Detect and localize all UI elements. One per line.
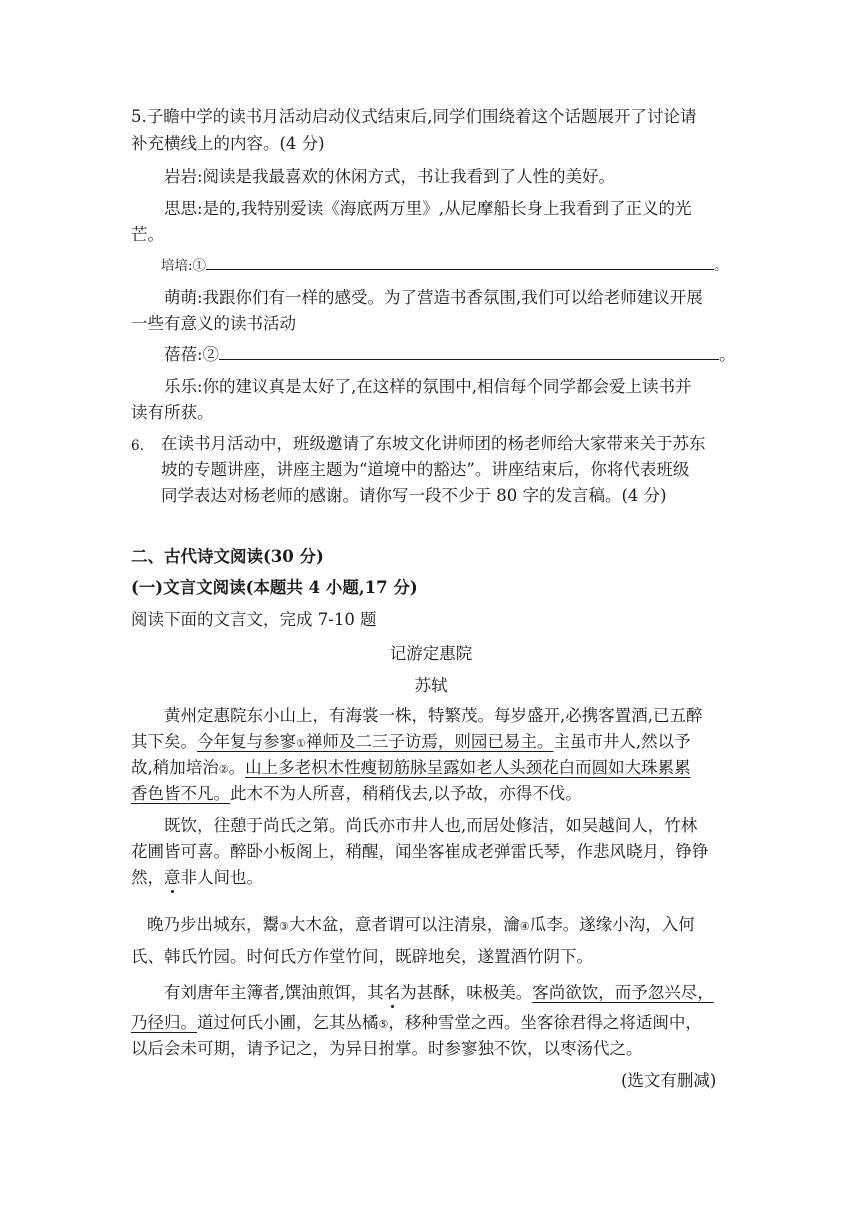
q5-peipei-row xyxy=(161,255,728,277)
q5-lele-line-1: 乐乐:你的建议真是太好了,在这样的氛围中,相信每个同学都会爱上读书并 xyxy=(164,377,692,396)
reading-instruction: 阅读下面的文言文，完成 7-10 题 xyxy=(131,610,377,629)
p1-line-2-text-b: 主虽市井人,然以予 xyxy=(553,732,691,751)
emphasis-dot-char-ming: 名 xyxy=(383,983,401,1002)
q6-line-3: 同学表达对杨老师的感谢。请你写一段不少于 80 字的发言稿。(4 分) xyxy=(161,486,667,505)
p4-line-2 xyxy=(131,1012,702,1036)
p4-text-a: 有刘唐年主簿者,馔油煎饵，其 xyxy=(164,983,384,1002)
q5-yanyan: 岩岩:阅读是我最喜欢的休闲方式，书让我看到了人性的美好。 xyxy=(164,167,616,186)
q5-sisi-line-1: 思思:是的,我特别爱读《海底两万里》,从尼摩船长身上我看到了正义的光 xyxy=(164,199,692,218)
p1-underlined-sentence-1 xyxy=(197,732,553,751)
p1-ul-part-b: 禅师及二三子访焉，则园已易主。 xyxy=(305,732,554,751)
q5-beibei-label: 蓓蓓:② xyxy=(164,345,220,364)
passage-title: 记游定惠院 xyxy=(389,644,473,663)
p4-line-3: 以后会未可期，请予记之，为异日拊掌。时参寥独不饮，以枣汤代之。 xyxy=(131,1039,643,1058)
q5-beibei-answer-blank[interactable] xyxy=(219,345,719,360)
p1-line-2-text-a: 其下矣。 xyxy=(131,732,197,751)
p3-text-a: 晚乃步出城东，鬻 xyxy=(147,915,279,934)
q5-stem-line-1: 5.子瞻中学的读书月活动启动仪式结束后,同学们围绕着这个话题展开了讨论请 xyxy=(131,107,697,126)
p4-line-2-text-a: 道过何氏小圃，乞其丛橘 xyxy=(197,1013,379,1032)
p1-ul-part-a: 今年复与参寥 xyxy=(197,732,296,751)
q5-mengmeng-line-1: 萌萌:我跟你们有一样的感受。为了营造书香氛围,我们可以给老师建议开展 xyxy=(164,288,703,307)
p1-line-1: 黄州定惠院东小山上，有海裳一株，特繁茂。每岁盛开,必携客置酒,已五醉 xyxy=(164,706,703,725)
p2-line-3-text-b: 非人间也。 xyxy=(180,868,263,887)
q6-line-2: 坡的专题讲座，讲座主题为“道境中的豁达”。讲座结束后，你将代表班级 xyxy=(161,460,690,479)
q5-peipei-answer-blank[interactable] xyxy=(206,255,714,270)
p1-line-3-text-b: 。 xyxy=(228,758,246,777)
p3-line-2: 氏、韩氏竹园。时何氏方作堂竹间，既辟地矣，遂置酒竹阴下。 xyxy=(131,947,593,966)
p2-line-1: 既饮，往憩于尚氏之第。尚氏亦市井人也,而居处修洁，如吴越间人，竹林 xyxy=(164,816,698,835)
footnote-marker-2: ② xyxy=(218,763,229,776)
q5-beibei-row xyxy=(164,344,736,366)
q5-lele-line-2: 读有所获。 xyxy=(131,403,214,422)
q5-peipei-end: 。 xyxy=(714,258,728,274)
q6-number: 6. xyxy=(131,438,144,454)
q5-beibei-end: 。 xyxy=(719,345,736,364)
p4-line-1 xyxy=(164,982,714,1004)
p1-line-3-text-a: 故,稍加培治 xyxy=(131,758,219,777)
p3-line-1 xyxy=(147,914,695,938)
p3-text-c: 瓜李。遂缘小沟，入何 xyxy=(529,915,695,934)
section-subheading: (一)文言文阅读(本题共 4 小题,17 分) xyxy=(131,578,418,597)
p1-underlined-sentence-2b: 香色皆不凡。 xyxy=(131,784,230,803)
p1-line-3 xyxy=(131,757,691,781)
p1-line-4 xyxy=(131,783,582,805)
footnote-marker-5: ⑤ xyxy=(378,1018,389,1031)
q5-peipei-label: 培培:① xyxy=(161,258,207,274)
source-note: (选文有删减) xyxy=(621,1071,717,1090)
p2-line-2: 花圃皆可喜。醉卧小板阁上，稍醒，闻坐客崔成老弹雷氏琴，作悲风晓月，铮铮 xyxy=(131,842,709,861)
p4-underlined-sentence-b: 乃径归。 xyxy=(131,1013,197,1032)
p1-underlined-sentence-2a: 山上多老枳木性瘦韧筋脉呈露如老人头颈花白而圆如大珠累累 xyxy=(245,758,691,777)
emphasis-dot-char-yi: 意 xyxy=(164,868,181,887)
q5-mengmeng-line-2: 一些有意义的读书活动 xyxy=(131,314,296,333)
passage-author: 苏轼 xyxy=(414,676,448,695)
p4-line-2-text-b: ，移种雪堂之西。坐客徐君得之将适闽中， xyxy=(388,1013,702,1032)
footnote-marker-4: ④ xyxy=(519,920,530,933)
p4-text-b: 为甚酥，味极美。 xyxy=(400,983,533,1002)
p1-line-4-text: 此木不为人所喜，稍稍伐去,以予故，亦得不伐。 xyxy=(230,784,582,803)
footnote-marker-3: ③ xyxy=(279,920,289,933)
section-heading: 二、古代诗文阅读(30 分) xyxy=(131,547,324,566)
p3-text-b: 大木盆，意者谓可以注清泉，瀹 xyxy=(288,915,520,934)
q5-stem-line-2: 补充横线上的内容。(4 分) xyxy=(131,134,325,153)
p1-line-2 xyxy=(131,731,691,755)
q6-line-1: 在读书月活动中，班级邀请了东坡文化讲师团的杨老师给大家带来关于苏东 xyxy=(161,434,706,453)
p2-line-3 xyxy=(131,867,263,889)
p2-line-3-text-a: 然， xyxy=(131,868,164,887)
footnote-marker-1: ① xyxy=(296,737,306,750)
q5-sisi-line-2: 芒。 xyxy=(131,225,164,244)
p4-underlined-sentence-a: 客尚欲饮，而予忽兴尽， xyxy=(532,983,714,1002)
